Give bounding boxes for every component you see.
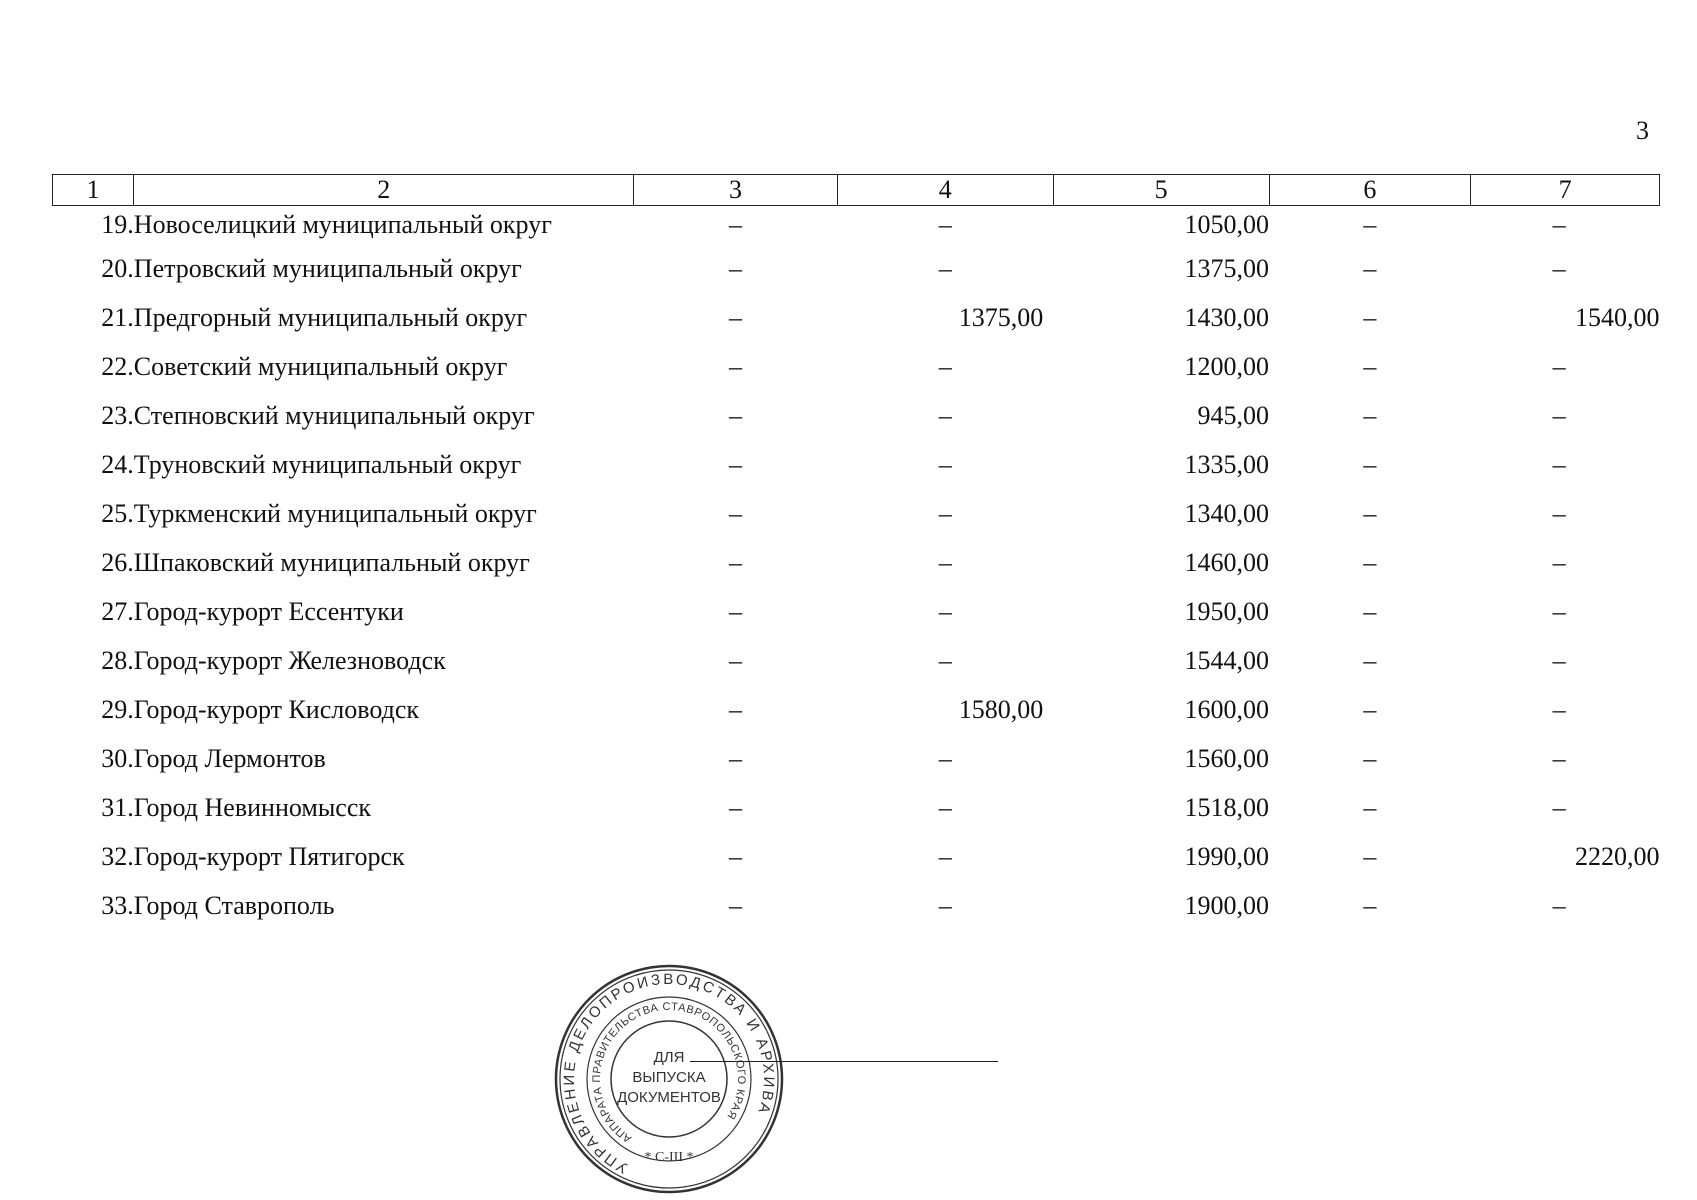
value-col-7: – <box>1552 351 1566 381</box>
column-header-2: 2 <box>134 175 634 206</box>
value-col-6: – <box>1363 645 1377 675</box>
table-row <box>53 587 1660 636</box>
value-col-6: – <box>1363 449 1377 479</box>
value-col-6: – <box>1363 694 1377 724</box>
row-number: 19. <box>101 210 134 239</box>
value-col-5: 1990,00 <box>1184 841 1269 871</box>
column-header-5: 5 <box>1053 175 1269 206</box>
value-col-6: – <box>1363 302 1377 332</box>
value-col-3: – <box>729 890 743 920</box>
value-col-3: – <box>729 743 743 773</box>
value-col-4: 1580,00 <box>958 694 1044 724</box>
value-col-7: – <box>1552 498 1566 528</box>
value-col-5: 1200,00 <box>1184 351 1269 381</box>
official-stamp <box>553 963 785 1195</box>
signature-line <box>690 1061 998 1062</box>
table-row <box>53 489 1660 538</box>
value-col-4: – <box>938 792 952 822</box>
value-col-7: – <box>1552 400 1566 430</box>
value-col-6: – <box>1363 498 1377 528</box>
value-col-3: – <box>729 210 743 239</box>
value-col-7: – <box>1552 449 1566 479</box>
value-col-7: – <box>1552 645 1566 675</box>
row-number: 22. <box>101 351 134 381</box>
value-col-4: – <box>938 890 952 920</box>
value-col-4: – <box>938 351 952 381</box>
table-row <box>53 636 1660 685</box>
value-col-5: 945,00 <box>1197 400 1269 430</box>
value-col-5: 1560,00 <box>1184 743 1269 773</box>
value-col-6: – <box>1363 400 1377 430</box>
value-col-6: – <box>1363 596 1377 626</box>
column-header-7: 7 <box>1471 175 1660 206</box>
value-col-5: 1600,00 <box>1184 694 1269 724</box>
table-row <box>53 293 1660 342</box>
value-col-5: 1375,00 <box>1184 253 1269 283</box>
value-col-6: – <box>1363 890 1377 920</box>
value-col-7: – <box>1552 210 1566 239</box>
value-col-5: 1335,00 <box>1184 449 1269 479</box>
district-name: Город Ставрополь <box>133 890 335 920</box>
value-col-6: – <box>1363 210 1377 239</box>
value-col-4: – <box>938 210 952 239</box>
value-col-3: – <box>729 253 743 283</box>
value-col-7: – <box>1552 547 1566 577</box>
value-col-6: – <box>1363 792 1377 822</box>
district-name: Город-курорт Ессентуки <box>133 596 404 626</box>
value-col-3: – <box>729 547 743 577</box>
value-col-4: – <box>938 645 952 675</box>
district-name: Город-курорт Пятигорск <box>133 841 405 871</box>
district-name: Город Лермонтов <box>133 743 326 773</box>
value-col-4: – <box>938 253 952 283</box>
value-col-7: 1540,00 <box>1575 302 1660 332</box>
table-row <box>53 391 1660 440</box>
value-col-4: – <box>938 498 952 528</box>
value-col-4: – <box>938 400 952 430</box>
value-col-7: – <box>1552 743 1566 773</box>
value-col-5: 1950,00 <box>1184 596 1269 626</box>
district-name: Советский муниципальный округ <box>133 351 508 381</box>
value-col-7: – <box>1552 596 1566 626</box>
value-col-4: – <box>938 547 952 577</box>
district-name: Труновский муниципальный округ <box>133 449 522 479</box>
value-col-3: – <box>729 449 743 479</box>
table-row <box>53 206 1660 245</box>
row-number: 25. <box>101 498 134 528</box>
value-col-3: – <box>729 792 743 822</box>
district-name: Город-курорт Железноводск <box>133 645 446 675</box>
value-col-5: 1544,00 <box>1184 645 1269 675</box>
row-number: 26. <box>101 547 134 577</box>
value-col-5: 1900,00 <box>1184 890 1269 920</box>
row-number: 21. <box>101 302 134 332</box>
row-number: 29. <box>101 694 134 724</box>
page-number: 3 <box>1636 116 1649 145</box>
value-col-4: – <box>938 743 952 773</box>
district-name: Степновский муниципальный округ <box>133 400 535 430</box>
value-col-4: – <box>938 449 952 479</box>
column-header-1: 1 <box>53 175 134 206</box>
district-name: Туркменский муниципальный округ <box>133 498 537 528</box>
value-col-7: – <box>1552 890 1566 920</box>
district-name: Петровский муниципальный округ <box>133 253 522 283</box>
value-col-6: – <box>1363 841 1377 871</box>
table-row <box>53 244 1660 293</box>
table-header-row <box>53 175 1660 206</box>
value-col-5: 1050,00 <box>1184 210 1269 239</box>
value-col-3: – <box>729 596 743 626</box>
district-name: Город Невинномысск <box>133 792 371 822</box>
value-col-4: – <box>938 841 952 871</box>
table-row <box>53 538 1660 587</box>
row-number: 28. <box>101 645 134 675</box>
table-row <box>53 832 1660 881</box>
value-col-3: – <box>729 645 743 675</box>
value-col-3: – <box>729 694 743 724</box>
value-col-4: 1375,00 <box>958 302 1044 332</box>
value-col-5: 1460,00 <box>1184 547 1269 577</box>
table-row <box>53 685 1660 734</box>
value-col-7: – <box>1552 694 1566 724</box>
row-number: 20. <box>101 253 134 283</box>
table-row <box>53 440 1660 489</box>
value-col-7: – <box>1552 792 1566 822</box>
row-number: 24. <box>101 449 134 479</box>
value-col-5: 1430,00 <box>1184 302 1269 332</box>
stamp-center-line-2: ВЫПУСКА <box>632 1069 706 1086</box>
value-col-7: – <box>1552 253 1566 283</box>
column-header-6: 6 <box>1269 175 1471 206</box>
value-col-6: – <box>1363 253 1377 283</box>
column-header-3: 3 <box>634 175 838 206</box>
district-name: Город-курорт Кисловодск <box>133 694 419 724</box>
row-number: 31. <box>101 792 134 822</box>
value-col-3: – <box>729 498 743 528</box>
table-row <box>53 342 1660 391</box>
value-col-7: 2220,00 <box>1575 841 1660 871</box>
district-name: Шпаковский муниципальный округ <box>133 547 530 577</box>
value-col-6: – <box>1363 547 1377 577</box>
stamp-center-line-3: ДОКУМЕНТОВ <box>617 1089 721 1106</box>
value-col-4: – <box>938 596 952 626</box>
value-col-6: – <box>1363 351 1377 381</box>
row-number: 30. <box>101 743 134 773</box>
column-header-4: 4 <box>837 175 1053 206</box>
row-number: 33. <box>101 890 134 920</box>
value-col-3: – <box>729 302 743 332</box>
stamp-inner-text: АППАРАТА ПРАВИТЕЛЬСТВА СТАВРОПОЛЬСКОГО КРАЯ <box>591 1000 748 1145</box>
table-row <box>53 881 1660 930</box>
table-row <box>53 783 1660 832</box>
value-col-3: – <box>729 351 743 381</box>
value-col-3: – <box>729 841 743 871</box>
value-col-5: 1340,00 <box>1184 498 1269 528</box>
district-name: Предгорный муниципальный округ <box>133 302 528 332</box>
data-table <box>52 174 1660 930</box>
row-number: 27. <box>101 596 134 626</box>
stamp-outer-text: УПРАВЛЕНИЕ ДЕЛОПРОИЗВОДСТВА И АРХИВА <box>561 970 778 1177</box>
table-row <box>53 734 1660 783</box>
stamp-code: * С-III * <box>644 1150 694 1165</box>
stamp-center-line-1: ДЛЯ <box>653 1049 685 1066</box>
row-number: 23. <box>101 400 134 430</box>
table-body <box>53 206 1660 931</box>
value-col-3: – <box>729 400 743 430</box>
value-col-5: 1518,00 <box>1184 792 1269 822</box>
district-name: Новоселицкий муниципальный округ <box>133 210 552 239</box>
value-col-6: – <box>1363 743 1377 773</box>
row-number: 32. <box>101 841 134 871</box>
